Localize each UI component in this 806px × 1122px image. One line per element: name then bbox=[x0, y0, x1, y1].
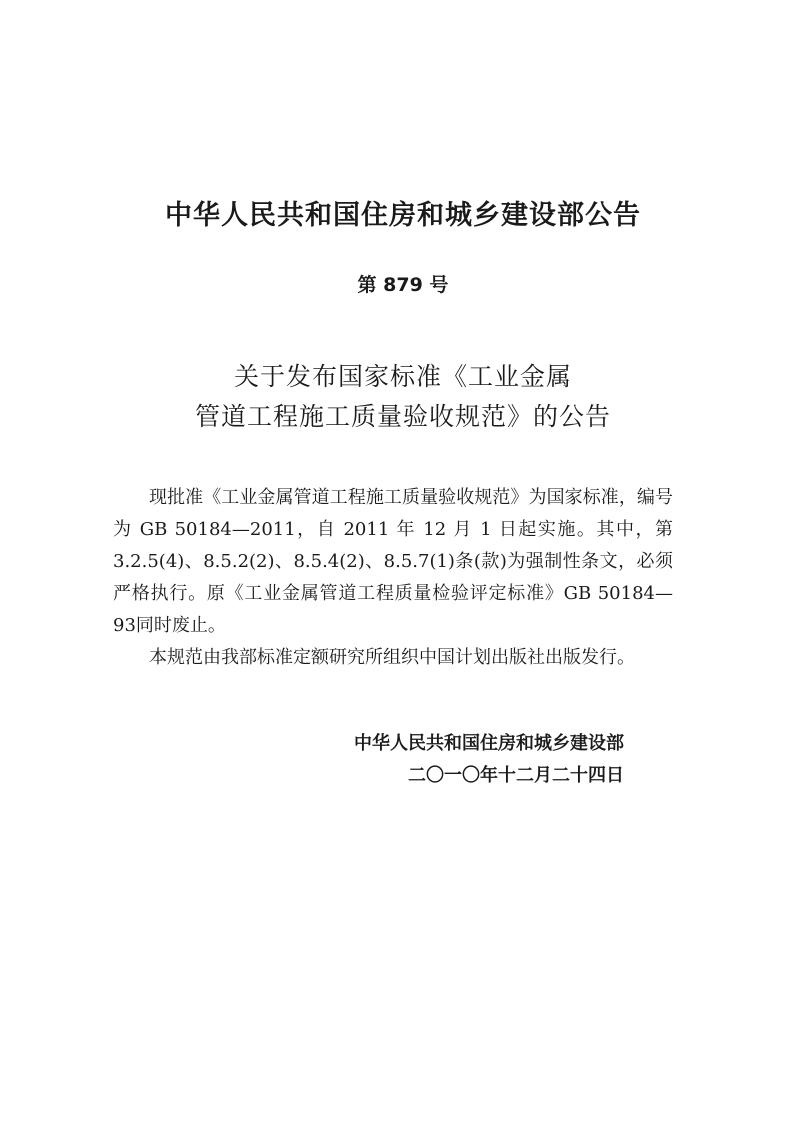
body-paragraph-2: 本规范由我部标准定额研究所组织中国计划出版社出版发行。 bbox=[149, 647, 635, 668]
announcement-title: 中华人民共和国住房和城乡建设部公告 bbox=[165, 200, 641, 231]
announcement-body bbox=[113, 482, 673, 674]
subject-line-1: 关于发布国家标准《工业金属 bbox=[233, 362, 572, 391]
announcement-subject bbox=[0, 357, 806, 437]
issuer-name: 中华人民共和国住房和城乡建设部 bbox=[354, 733, 624, 754]
announcement-number: 第 879 号 bbox=[357, 274, 449, 296]
issue-date: 二〇一〇年十二月二十四日 bbox=[408, 765, 624, 786]
signature-block bbox=[0, 728, 624, 792]
subject-line-2: 管道工程施工质量验收规范》的公告 bbox=[194, 402, 611, 431]
body-paragraph-1: 现批准《工业金属管道工程施工质量验收规范》为国家标准，编号为 GB 50184—2011，自 2011 年 12 月 1 日起实施。其中，第 3.2.5(4)、8.5.2(2)、8.5.4(2)、8.5.7(1)条(款)为强制性条文，必须严格执行。原《工业金属管道工程质量检验评定标准》GB 50184—93同时废止。 bbox=[113, 487, 673, 636]
